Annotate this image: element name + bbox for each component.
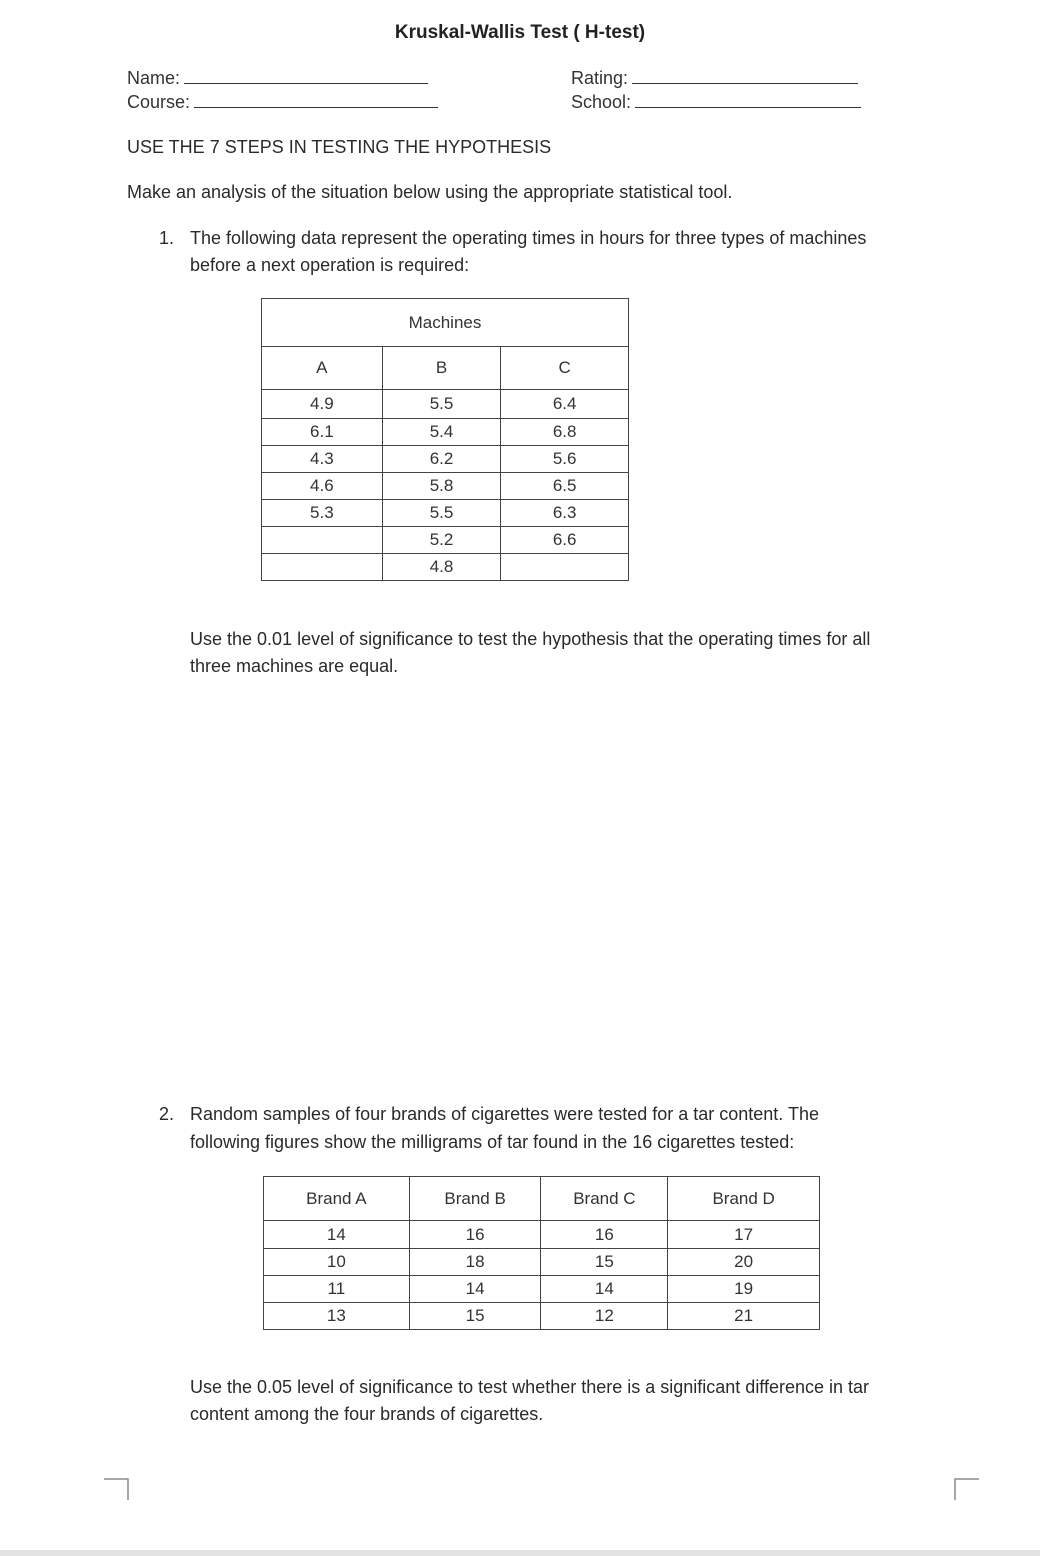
brands-header-row <box>264 1177 820 1221</box>
q1-followup-line-2: three machines are equal. <box>190 656 399 676</box>
page-corner-mark-right <box>953 1478 979 1500</box>
machines-data-row <box>262 473 629 500</box>
table-cell: 4.6 <box>262 473 383 500</box>
table-cell: 5.6 <box>501 446 629 473</box>
school-field[interactable] <box>571 92 861 113</box>
table-cell: 5.3 <box>262 500 383 527</box>
machines-data-row <box>262 390 629 419</box>
table-cell: 6.8 <box>501 419 629 446</box>
machine-a-header: A <box>262 347 383 390</box>
q2-followup-line-2: content among the four brands of cigarettes. <box>190 1404 544 1424</box>
table-cell: 5.8 <box>382 473 501 500</box>
q1-number: 1. <box>159 228 175 248</box>
table-cell <box>501 554 629 581</box>
table-cell: 14 <box>409 1276 541 1303</box>
machines-group-header-row <box>262 299 629 347</box>
brand-d-header: Brand D <box>668 1177 820 1221</box>
table-cell: 5.4 <box>382 419 501 446</box>
machines-column-header-row <box>262 347 629 390</box>
table-cell: 4.3 <box>262 446 383 473</box>
instruction-text: USE THE 7 STEPS IN TESTING THE HYPOTHESIS <box>127 137 552 157</box>
table-cell: 20 <box>668 1249 820 1276</box>
table-cell: 11 <box>264 1276 410 1303</box>
machines-data-row <box>262 446 629 473</box>
table-cell: 18 <box>409 1249 541 1276</box>
name-field[interactable] <box>127 68 428 89</box>
q2-text-line-1: Random samples of four brands of cigarettes were tested for a tar content. The <box>190 1104 819 1124</box>
table-cell: 5.5 <box>382 500 501 527</box>
q2-text-line-2: following figures show the milligrams of tar found in the 16 cigarettes tested: <box>190 1132 795 1152</box>
table-cell: 15 <box>409 1303 541 1330</box>
table-cell: 14 <box>264 1221 410 1249</box>
table-cell: 6.6 <box>501 527 629 554</box>
machines-group-header: Machines <box>262 299 629 347</box>
brand-c-header: Brand C <box>541 1177 668 1221</box>
table-cell: 5.5 <box>382 390 501 419</box>
machines-data-row <box>262 527 629 554</box>
table-cell: 16 <box>541 1221 668 1249</box>
brands-data-row <box>264 1303 820 1330</box>
machines-data-row <box>262 419 629 446</box>
table-cell: 5.2 <box>382 527 501 554</box>
page-corner-mark-left <box>104 1478 130 1500</box>
table-cell <box>262 527 383 554</box>
table-cell: 6.2 <box>382 446 501 473</box>
table-cell: 21 <box>668 1303 820 1330</box>
brand-b-header: Brand B <box>409 1177 541 1221</box>
machine-b-header: B <box>382 347 501 390</box>
table-cell: 12 <box>541 1303 668 1330</box>
school-blank-line[interactable] <box>635 93 861 108</box>
page-bottom-edge <box>0 1550 1040 1556</box>
q2-number: 2. <box>159 1104 175 1124</box>
table-cell: 6.1 <box>262 419 383 446</box>
table-cell: 6.4 <box>501 390 629 419</box>
rating-label: Rating: <box>571 68 629 88</box>
school-label: School: <box>571 92 632 112</box>
q1-text-line-2: before a next operation is required: <box>190 255 470 275</box>
course-blank-line[interactable] <box>194 93 438 108</box>
table-cell: 19 <box>668 1276 820 1303</box>
document-title: Kruskal-Wallis Test ( H-test) <box>394 22 646 43</box>
table-cell: 17 <box>668 1221 820 1249</box>
tar-content-table <box>263 1176 820 1330</box>
machines-data-row <box>262 554 629 581</box>
table-cell: 10 <box>264 1249 410 1276</box>
table-cell: 6.3 <box>501 500 629 527</box>
table-cell: 15 <box>541 1249 668 1276</box>
rating-field[interactable] <box>571 68 858 89</box>
machines-table <box>261 298 629 581</box>
q1-followup-line-1: Use the 0.01 level of significance to test the hypothesis that the operating times for all <box>190 629 871 649</box>
q1-text-line-1: The following data represent the operating times in hours for three types of machines <box>190 228 867 248</box>
course-field[interactable] <box>127 92 438 113</box>
machines-data-row <box>262 500 629 527</box>
table-cell: 4.8 <box>382 554 501 581</box>
table-cell: 13 <box>264 1303 410 1330</box>
table-cell: 16 <box>409 1221 541 1249</box>
brand-a-header: Brand A <box>264 1177 410 1221</box>
table-cell <box>262 554 383 581</box>
brands-data-row <box>264 1276 820 1303</box>
name-blank-line[interactable] <box>184 69 428 84</box>
table-cell: 14 <box>541 1276 668 1303</box>
brands-data-row <box>264 1249 820 1276</box>
machine-c-header: C <box>501 347 629 390</box>
course-label: Course: <box>127 92 191 112</box>
q2-followup-line-1: Use the 0.05 level of significance to test whether there is a significant difference in tar <box>190 1377 870 1397</box>
rating-blank-line[interactable] <box>632 69 858 84</box>
name-label: Name: <box>127 68 181 88</box>
table-cell: 6.5 <box>501 473 629 500</box>
table-cell: 4.9 <box>262 390 383 419</box>
intro-text: Make an analysis of the situation below using the appropriate statistical tool. <box>127 182 733 202</box>
brands-data-row <box>264 1221 820 1249</box>
